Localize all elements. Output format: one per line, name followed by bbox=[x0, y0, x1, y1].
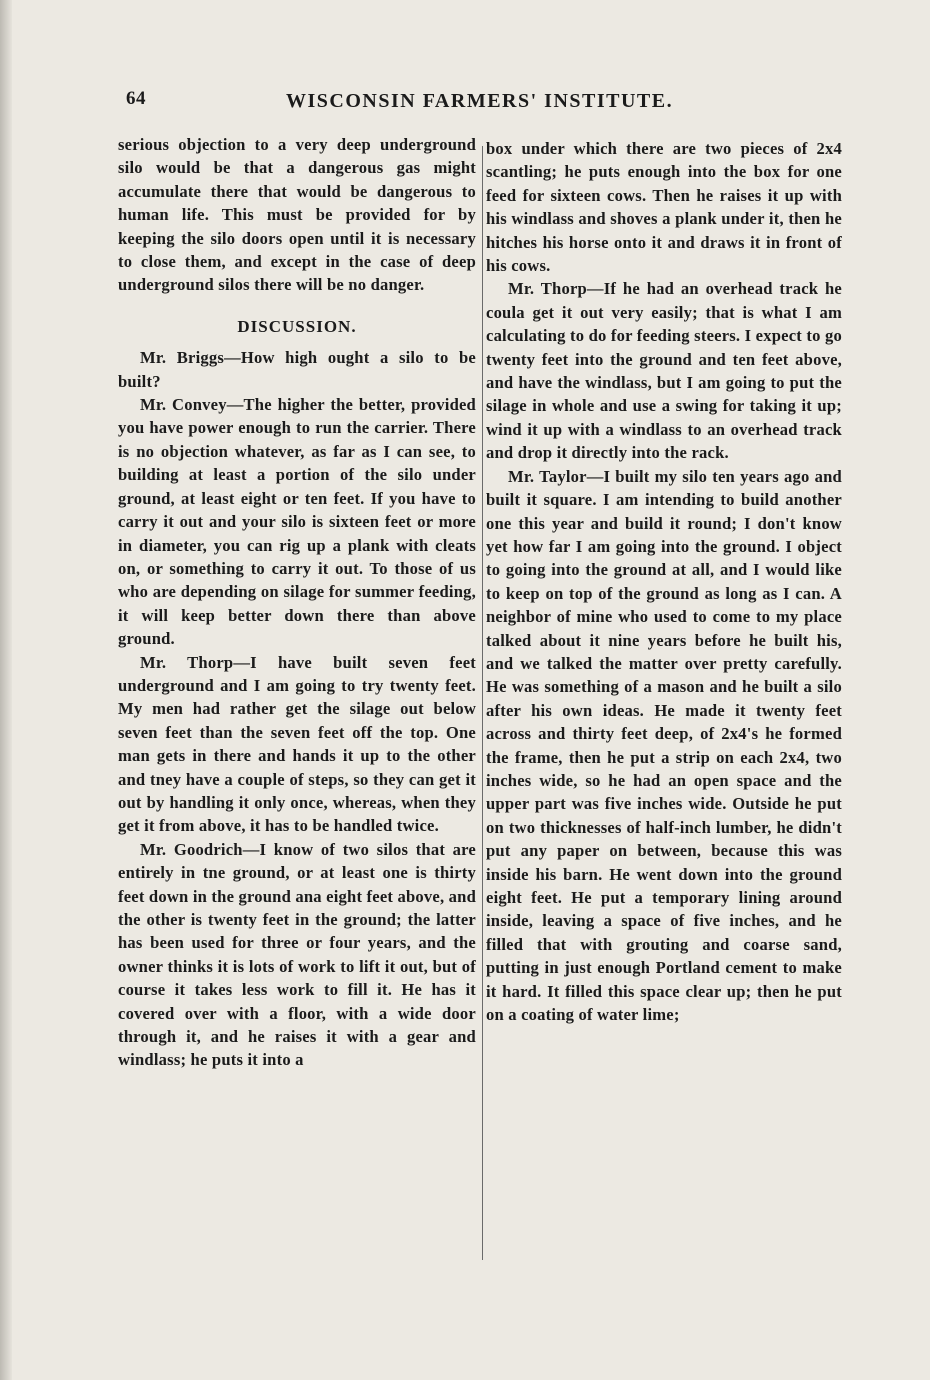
right-column bbox=[486, 137, 842, 1026]
paragraph-taylor: Mr. Taylor—I built my silo ten years ago and built it square. I am intending to build another one this year and build it round; I don't know yet how far I am going into the ground. I object to going into the ground at all, and I would like to keep on top of the ground as long as I can. A neighbor of mine who used to come to my place talked about it nine years before he built his, and we talked the matter over pretty carefully. He was something of a mason and he built a silo after his own ideas. He made it twenty feet across and thirty feet deep, of 2x4's he formed the frame, then he put a strip on each 2x4, two inches wide, so he had an open space and the upper part was five inches wide. Outside he put on two thicknesses of half-inch lumber, he didn't put any paper on between, because this was inside his barn. He went down into the ground eight feet. He put a temporary lining around inside, leaving a space of five inches, and he filled that with grouting and coarse sand, putting in just enough Portland cement to make it hard. It filled this space clear up; then he put on a coating of water lime; bbox=[486, 466, 842, 1025]
paragraph-convey: Mr. Convey—The higher the better, provided you have power enough to run the carrier. There is no objection whatever, as far as I can see, to building at least a portion of the silo under ground, at least eight or ten feet. If you have to carry it out and your silo is sixteen feet or more in diameter, you can rig up a plank with cleats on, or something to carry it out. To those of us who are depending on silage for summer feeding, it will keep better down there than above ground. bbox=[118, 395, 476, 649]
paragraph-thorp: Mr. Thorp—I have built seven feet underground and I am going to try twenty feet. My men had rather get the silage out below seven feet than the seven feet off the top. One man gets in there and hands it up to the other and tney have a couple of steps, so they can get it out by handling it only once, whereas, when they get it from above, it has to be handled twice. bbox=[118, 652, 476, 836]
page-edge-shadow bbox=[0, 0, 12, 1380]
left-column bbox=[118, 133, 476, 1072]
page-header bbox=[126, 84, 846, 120]
page-number: 64 bbox=[126, 88, 146, 109]
paragraph-thorp-2: Mr. Thorp—If he had an overhead track he coula get it out very easily; that is what I am calculating to do for feeding steers. I expect to go twenty feet into the ground and ten feet above, and have the windlass, but I am going to put the silage in whole and use a swing for taking it up; wind it up with a windlass to an overhead track and drop it directly into the rack. bbox=[486, 279, 842, 463]
column-divider bbox=[482, 146, 483, 1260]
discussion-heading: DISCUSSION. bbox=[237, 316, 357, 336]
running-title: WISCONSIN FARMERS' INSTITUTE. bbox=[286, 90, 674, 112]
paragraph-briggs: Mr. Briggs—How high ought a silo to be built? bbox=[118, 348, 476, 391]
intro-paragraph: serious objection to a very deep underground silo would be that a dangerous gas might accumulate there that would be dangerous to human life. This must be provided for by keeping the silo doors open until it is necessary to close them, and except in the case of deep underground silos there will be no danger. bbox=[118, 135, 476, 295]
paragraph-goodrich: Mr. Goodrich—I know of two silos that are entirely in tne ground, or at least one is thirty feet down in the ground ana eight feet above, and the other is twenty feet in the ground; the latter has been used for three or four years, and the owner thinks it is lots of work to lift it out, but of course it takes less work to fill it. He has it covered over with a floor, with a wide door through it, and he raises it with a gear and windlass; he puts it into a bbox=[118, 839, 476, 1070]
continuation-paragraph: box under which there are two pieces of 2x4 scantling; he puts enough into the box for one feed for sixteen cows. Then he raises it up with his windlass and shoves a plank under it, then he hitches his horse onto it and draws it in front of his cows. bbox=[486, 139, 842, 276]
